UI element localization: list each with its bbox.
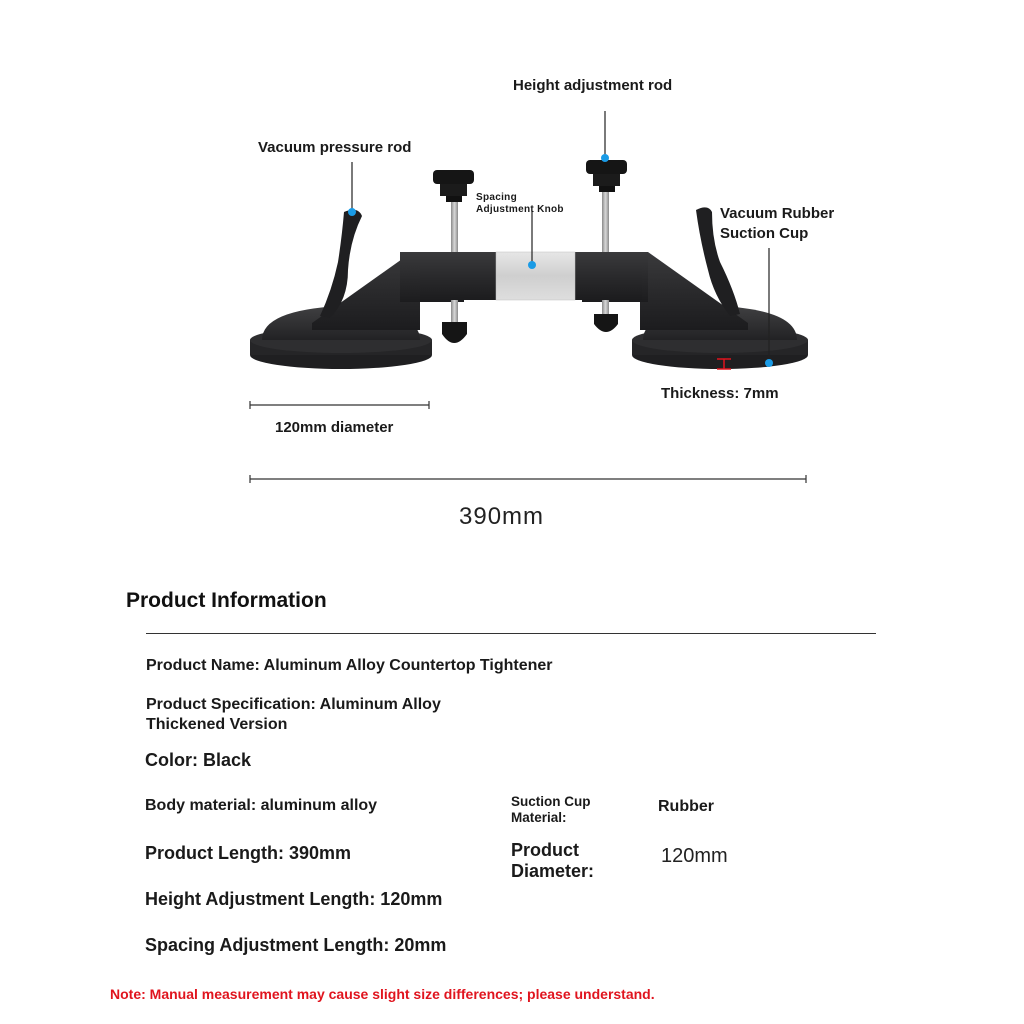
diameter-dimension-line [250, 401, 429, 409]
body-material: Body material: aluminum alloy [145, 797, 378, 814]
suction-cup-material-value: Rubber [658, 798, 714, 815]
length-label: 390mm [459, 503, 545, 530]
product-diameter-label-line2: Diameter: [511, 861, 595, 881]
length-dimension-line [250, 475, 806, 483]
product-specification-line2: Thickened Version [146, 716, 288, 733]
product-specification-line1: Product Specification: Aluminum Alloy [146, 696, 441, 713]
suction-cup-material-label-line1: Suction Cup [511, 794, 591, 809]
right-rod-end-cap [594, 300, 618, 332]
spacing-knob-label-line1: Spacing [476, 192, 517, 203]
suction-cup-label-line2: Suction Cup [720, 225, 809, 242]
thickness-label: Thickness: 7mm [661, 385, 779, 402]
product-diameter-value: 120mm [661, 845, 728, 867]
right-star-knob [586, 160, 627, 192]
height-rod-label: Height adjustment rod [513, 77, 673, 94]
section-divider [146, 633, 876, 634]
product-color: Color: Black [145, 750, 252, 770]
spacing-adjustment-knob [496, 252, 575, 300]
measurement-note: Note: Manual measurement may cause slight size differences; please understand. [110, 986, 655, 1002]
left-star-knob [433, 170, 474, 202]
product-name: Product Name: Aluminum Alloy Countertop Tightener [146, 657, 553, 674]
suction-cup-material-label-line2: Material: [511, 810, 567, 825]
suction-cup-label [720, 204, 834, 244]
section-title: Product Information [126, 589, 327, 612]
vacuum-rod-label: Vacuum pressure rod [258, 139, 412, 156]
height-adjustment-length: Height Adjustment Length: 120mm [145, 889, 443, 909]
suction-cup-material-label [511, 794, 591, 826]
suction-cup-label-line1: Vacuum Rubber [720, 205, 835, 222]
left-rod-end-cap [442, 300, 467, 343]
product-diameter-label [511, 840, 594, 882]
product-length: Product Length: 390mm [145, 843, 352, 863]
spacing-adjustment-length: Spacing Adjustment Length: 20mm [145, 935, 447, 955]
product-specification [146, 695, 441, 735]
spacing-knob-label [476, 192, 564, 216]
spacing-knob-label-line2: Adjustment Knob [476, 204, 564, 215]
diameter-label: 120mm diameter [275, 419, 394, 436]
product-diameter-label-line1: Product [511, 840, 580, 860]
